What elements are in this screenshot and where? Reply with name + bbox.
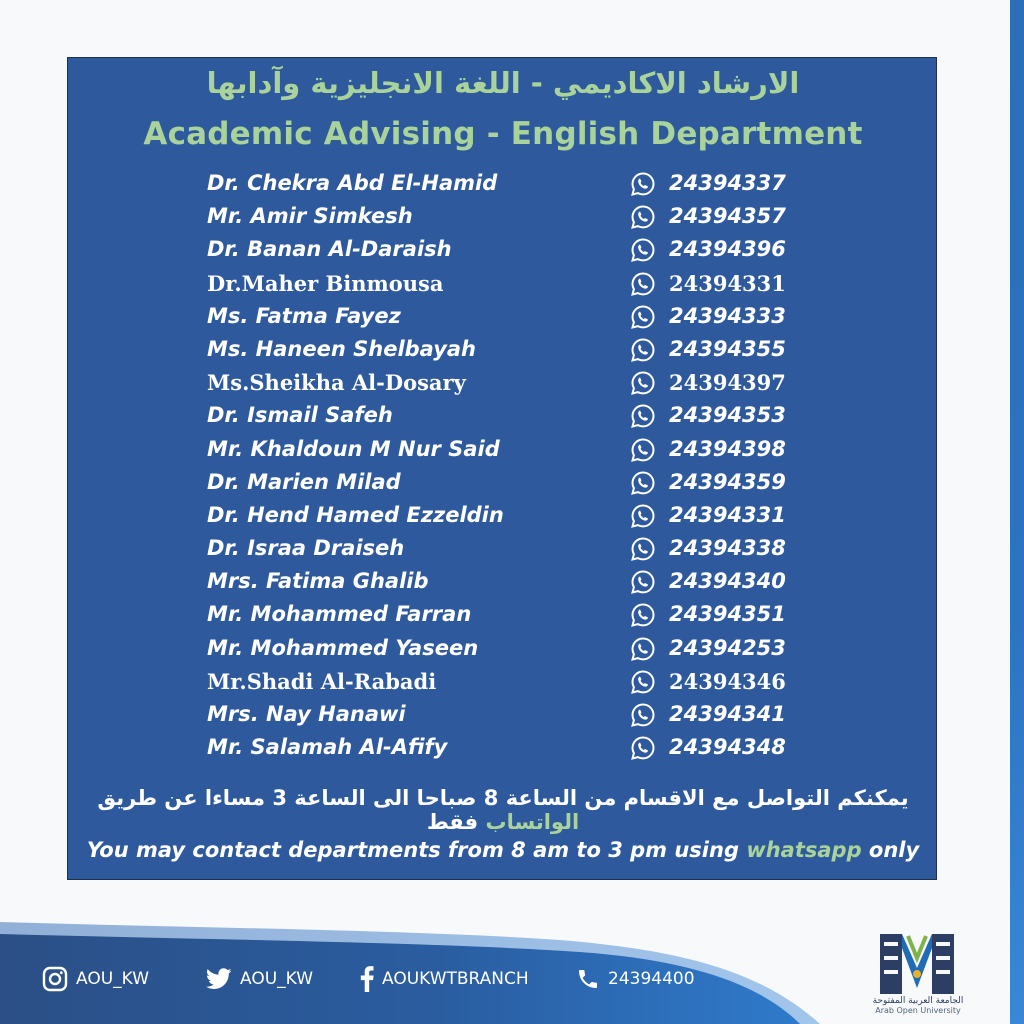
whatsapp-icon[interactable]	[631, 703, 655, 727]
advisor-phone: 24394359	[669, 469, 786, 494]
advisor-phone: 24394346	[669, 668, 786, 694]
advisor-phone: 24394337	[669, 171, 786, 195]
contact-note-arabic	[68, 786, 938, 834]
advisor-phone: 24394397	[669, 370, 786, 396]
advisor-row	[68, 534, 938, 567]
advisor-phone: 24394396	[669, 237, 786, 262]
whatsapp-icon[interactable]	[631, 670, 655, 694]
advisor-name: Ms. Haneen Shelbayah	[207, 336, 477, 361]
advisor-phone: 24394331	[669, 270, 786, 296]
phone-link[interactable]	[576, 964, 695, 994]
advising-panel	[67, 57, 937, 880]
advisor-row	[68, 202, 938, 235]
advisor-row	[68, 700, 938, 733]
phone-number: 24394400	[608, 969, 695, 989]
contact-note-english	[68, 838, 938, 862]
note-en-highlight: whatsapp	[746, 838, 862, 862]
whatsapp-icon[interactable]	[631, 371, 655, 395]
advisor-row	[68, 600, 938, 633]
advisor-name: Mrs. Fatima Ghalib	[207, 569, 429, 594]
advisor-phone: 24394398	[669, 436, 786, 461]
logo-arabic-name: الجامعة العربية المفتوحة	[872, 996, 964, 1006]
advisor-phone: 24394341	[669, 702, 786, 726]
facebook-icon	[360, 966, 374, 992]
advisor-name: Mr. Salamah Al-Afify	[207, 735, 448, 760]
advisor-row	[68, 169, 938, 202]
whatsapp-icon[interactable]	[631, 404, 655, 428]
logo-english-name: Arab Open University	[875, 1006, 961, 1015]
whatsapp-icon[interactable]	[631, 471, 655, 495]
advisor-phone: 24394357	[669, 204, 786, 229]
advisor-phone: 24394253	[669, 635, 786, 660]
advisor-name: Mrs. Nay Hanawi	[207, 702, 406, 726]
advisor-row	[68, 335, 938, 368]
whatsapp-icon[interactable]	[631, 172, 655, 196]
twitter-icon	[206, 968, 232, 990]
advisor-phone: 24394355	[669, 336, 786, 361]
note-en-text-before: You may contact departments from 8 am to 3 pm using	[86, 838, 747, 862]
whatsapp-icon[interactable]	[631, 537, 655, 561]
advisor-row	[68, 667, 938, 700]
advisor-name: Dr.Maher Binmousa	[207, 270, 444, 296]
title-arabic: الارشاد الاكاديمي - اللغة الانجليزية وآدابها	[206, 66, 800, 100]
whatsapp-icon[interactable]	[631, 570, 655, 594]
advisor-phone: 24394338	[669, 536, 786, 561]
twitter-handle: AOU_KW	[240, 969, 314, 989]
advisor-name: Dr. Banan Al-Daraish	[207, 237, 452, 262]
advisor-phone: 24394348	[669, 735, 786, 760]
advisor-phone: 24394333	[669, 303, 786, 328]
right-edge-stripe	[1010, 0, 1024, 1024]
advisor-name: Mr. Mohammed Farran	[207, 602, 472, 627]
whatsapp-icon[interactable]	[631, 736, 655, 760]
note-en-text-after: only	[861, 838, 920, 862]
aou-logo-text	[858, 996, 978, 1015]
instagram-handle: AOU_KW	[76, 969, 150, 989]
advisor-row	[68, 302, 938, 335]
instagram-icon	[42, 966, 68, 992]
advisor-phone: 24394351	[669, 602, 786, 627]
instagram-link[interactable]	[42, 964, 149, 994]
note-ar-text-before: يمكنكم التواصل مع الاقسام من الساعة 8 صباحا الى الساعة 3 مساءا عن طريق	[97, 786, 909, 810]
advisor-row	[68, 435, 938, 468]
phone-icon	[576, 967, 600, 991]
advisor-name: Dr. Israa Draiseh	[207, 536, 405, 561]
whatsapp-icon[interactable]	[631, 504, 655, 528]
advisor-phone: 24394340	[669, 569, 786, 594]
facebook-handle: AOUKWTBRANCH	[382, 969, 529, 989]
note-ar-text-after: فقط	[426, 810, 486, 834]
advisor-row	[68, 733, 938, 766]
facebook-link[interactable]	[360, 964, 529, 994]
advisor-name: Dr. Marien Milad	[207, 469, 401, 494]
title-english: Academic Advising - English Department	[143, 116, 863, 152]
whatsapp-icon[interactable]	[631, 603, 655, 627]
whatsapp-icon[interactable]	[631, 438, 655, 462]
advisor-row	[68, 401, 938, 434]
advisor-list	[68, 169, 938, 766]
advisor-name: Dr. Hend Hamed Ezzeldin	[207, 502, 504, 527]
advisor-name: Mr. Mohammed Yaseen	[207, 635, 479, 660]
whatsapp-icon[interactable]	[631, 272, 655, 296]
whatsapp-icon[interactable]	[631, 238, 655, 262]
advisor-row	[68, 368, 938, 401]
advisor-name: Mr. Amir Simkesh	[207, 204, 413, 229]
advisor-row	[68, 269, 938, 302]
advisor-name: Dr. Chekra Abd El-Hamid	[207, 171, 498, 195]
advisor-name: Ms. Fatma Fayez	[207, 303, 401, 328]
whatsapp-icon[interactable]	[631, 338, 655, 362]
advisor-name: Ms.Sheikha Al-Dosary	[207, 370, 466, 396]
advisor-row	[68, 235, 938, 268]
advisor-row	[68, 634, 938, 667]
whatsapp-icon[interactable]	[631, 205, 655, 229]
advisor-name: Dr. Ismail Safeh	[207, 403, 393, 428]
advisor-name: Mr. Khaldoun M Nur Said	[207, 436, 500, 461]
advisor-row	[68, 501, 938, 534]
twitter-link[interactable]	[206, 964, 313, 994]
whatsapp-icon[interactable]	[631, 637, 655, 661]
advisor-name: Mr.Shadi Al-Rabadi	[207, 668, 437, 694]
advisor-phone: 24394331	[669, 502, 786, 527]
advisor-row	[68, 468, 938, 501]
advisor-row	[68, 567, 938, 600]
advisor-phone: 24394353	[669, 403, 786, 428]
note-ar-highlight: الواتساب	[485, 810, 580, 834]
whatsapp-icon[interactable]	[631, 305, 655, 329]
